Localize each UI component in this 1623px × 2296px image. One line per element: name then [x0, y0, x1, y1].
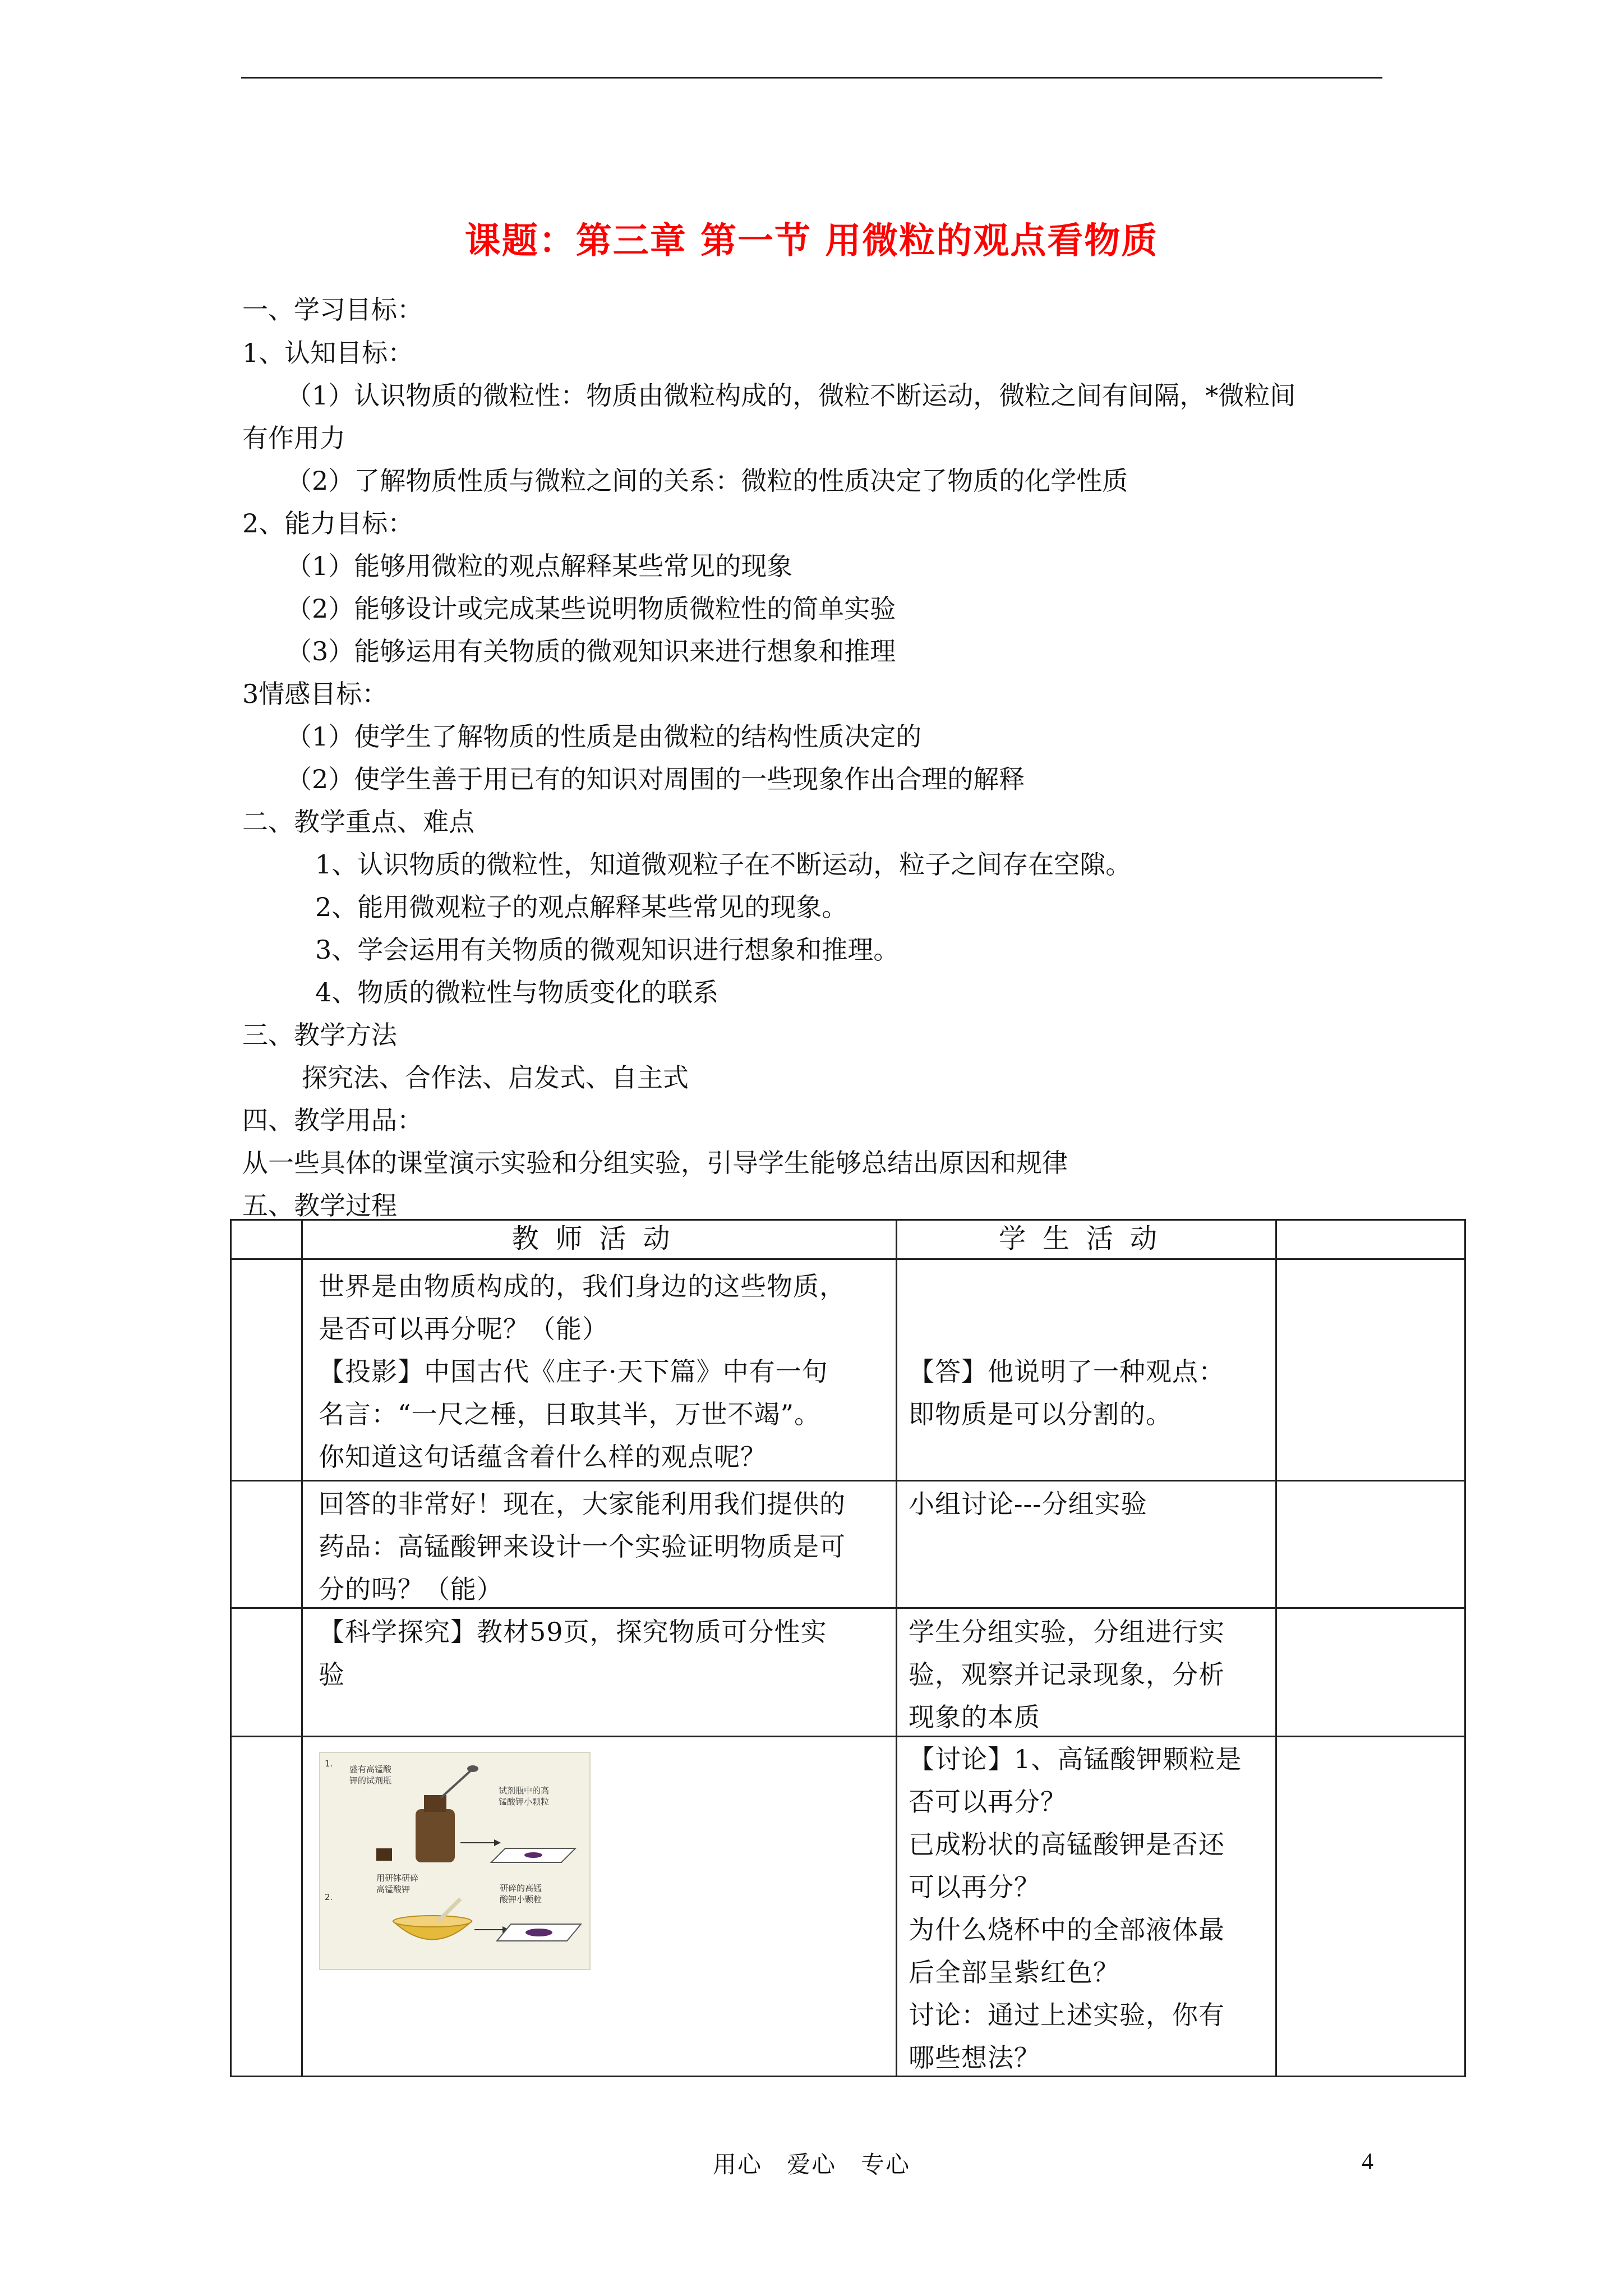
page-footer: 用心 爱心 专心 [712, 2151, 910, 2178]
figure-label: 1. [325, 1759, 333, 1769]
subsection-heading: 1、认知目标： [242, 338, 414, 368]
cell-line: 是否可以再分呢？（能） [319, 1314, 608, 1344]
cell-line: 即物质是可以分割的。 [909, 1399, 1172, 1429]
student-cell [909, 1483, 1273, 1525]
cell-line: 讨论：通过上述实验，你有 [909, 2000, 1225, 2030]
body-line: （1）使学生了解物质的性质是由微粒的结构性质决定的 [286, 721, 922, 752]
cell-line: 世界是由物质构成的，我们身边的这些物质， [319, 1271, 846, 1301]
table-rule [230, 1736, 1466, 1737]
header-rule [241, 77, 1382, 79]
experiment-illustration [319, 1752, 591, 1970]
cell-line: 验 [319, 1659, 345, 1690]
table-rule [896, 1219, 897, 2077]
table-rule [230, 1480, 1466, 1481]
cell-line: 可以再分？ [909, 1872, 1040, 1902]
student-cell [909, 1350, 1273, 1435]
subsection-heading: 3情感目标： [242, 679, 388, 709]
section-heading: 三、教学方法 [242, 1020, 397, 1050]
cell-line: 【讨论】1、高锰酸钾颗粒是 [909, 1744, 1242, 1774]
body-line: （2）能够设计或完成某些说明物质微粒性的简单实验 [286, 593, 896, 624]
body-line: 1、认识物质的微粒性，知道微观粒子在不断运动，粒子之间存在空隙。 [315, 849, 1132, 880]
spatula-tip [467, 1765, 478, 1772]
figure-label: 酸钾小颗粒 [500, 1894, 542, 1904]
figure-label: 2. [325, 1892, 333, 1902]
cell-line: 名言：“一尺之棰，日取其半，万世不竭”。 [319, 1399, 821, 1429]
cell-line: 你知道这句话蕴含着什么样的观点呢？ [319, 1442, 767, 1472]
cell-line: 否可以再分？ [909, 1787, 1067, 1817]
figure-label: 钾的试剂瓶 [349, 1775, 392, 1786]
body-line: 有作用力 [242, 423, 345, 453]
figure-label: 试剂瓶中的高 [499, 1786, 550, 1796]
arrow-1-head [494, 1839, 501, 1846]
body-line: 探究法、合作法、启发式、自主式 [302, 1062, 689, 1093]
table-rule [230, 2076, 1466, 2077]
body-line: 4、物质的微粒性与物质变化的联系 [315, 977, 719, 1007]
reagent-bottle [416, 1809, 455, 1862]
page-number: 4 [1362, 2149, 1373, 2175]
cell-line: 为什么烧杯中的全部液体最 [909, 1915, 1225, 1945]
teacher-cell [319, 1611, 891, 1696]
cell-line: 药品：高锰酸钾来设计一个实验证明物质是可 [319, 1531, 846, 1562]
table-rule [1275, 1219, 1277, 2077]
cell-line: 【答】他说明了一种观点： [909, 1356, 1225, 1387]
body-line: （3）能够运用有关物质的微观知识来进行想象和推理 [286, 636, 896, 666]
cell-line: 【投影】中国古代《庄子·天下篇》中有一句 [319, 1356, 828, 1387]
section-heading: 五、教学过程 [242, 1190, 397, 1221]
body-line: 从一些具体的课堂演示实验和分组实验，引导学生能够总结出原因和规律 [242, 1148, 1068, 1178]
figure-label: 盛有高锰酸 [349, 1764, 392, 1774]
cell-line: 学生分组实验，分组进行实 [909, 1617, 1225, 1647]
body-line: （1）认识物质的微粒性：物质由微粒构成的，微粒不断运动，微粒之间有间隔，*微粒间 [286, 380, 1296, 411]
spatula [441, 1770, 472, 1798]
section-heading: 一、学习目标： [242, 295, 423, 325]
cell-line: 小组讨论---分组实验 [909, 1489, 1147, 1519]
subsection-heading: 2、能力目标： [242, 508, 414, 539]
cell-line: 分的吗？（能） [319, 1574, 503, 1604]
cell-line: 后全部呈紫红色？ [909, 1957, 1119, 1987]
table-rule [1464, 1219, 1466, 2077]
body-line: 2、能用微观粒子的观点解释某些常见的现象。 [315, 892, 848, 922]
mortar-rim [393, 1916, 472, 1927]
cell-line: 已成粉状的高锰酸钾是否还 [909, 1829, 1225, 1860]
table-rule [301, 1219, 303, 2077]
table-rule [230, 1219, 232, 2077]
bottle-neck [424, 1795, 446, 1812]
cell-line: 哪些想法？ [909, 2042, 1040, 2073]
cell-line: 验，观察并记录现象，分析 [909, 1659, 1225, 1690]
body-line: （2）了解物质性质与微粒之间的关系：微粒的性质决定了物质的化学性质 [286, 466, 1128, 496]
section-heading: 四、教学用品： [242, 1105, 423, 1135]
body-line: （1）能够用微粒的观点解释某些常见的现象 [286, 551, 793, 581]
teacher-cell [319, 1265, 891, 1478]
header-student-activity: 学生活动 [998, 1223, 1174, 1254]
ground-powder [525, 1929, 552, 1936]
figure-label: 研碎的高锰 [500, 1883, 542, 1893]
figure-label: 高锰酸钾 [376, 1884, 411, 1894]
crystal-particle [524, 1852, 542, 1858]
header-teacher-activity: 教师活动 [511, 1223, 687, 1254]
cell-line: 现象的本质 [909, 1702, 1040, 1732]
cell-line: 【科学探究】教材59页，探究物质可分性实 [319, 1617, 827, 1647]
student-cell [909, 1611, 1273, 1738]
body-line: 3、学会运用有关物质的微观知识进行想象和推理。 [315, 935, 900, 965]
bottle-stopper [376, 1848, 392, 1861]
section-heading: 二、教学重点、难点 [242, 807, 474, 837]
student-cell [909, 1738, 1273, 2079]
figure-label: 锰酸钾小颗粒 [499, 1797, 550, 1807]
cell-line: 回答的非常好！现在，大家能利用我们提供的 [319, 1489, 846, 1519]
teacher-cell [319, 1483, 891, 1611]
figure-label: 用研钵研碎 [376, 1873, 419, 1883]
page-title: 课题：第三章 第一节 用微粒的观点看物质 [464, 220, 1159, 262]
body-line: （2）使学生善于用已有的知识对周围的一些现象作出合理的解释 [286, 764, 1025, 794]
